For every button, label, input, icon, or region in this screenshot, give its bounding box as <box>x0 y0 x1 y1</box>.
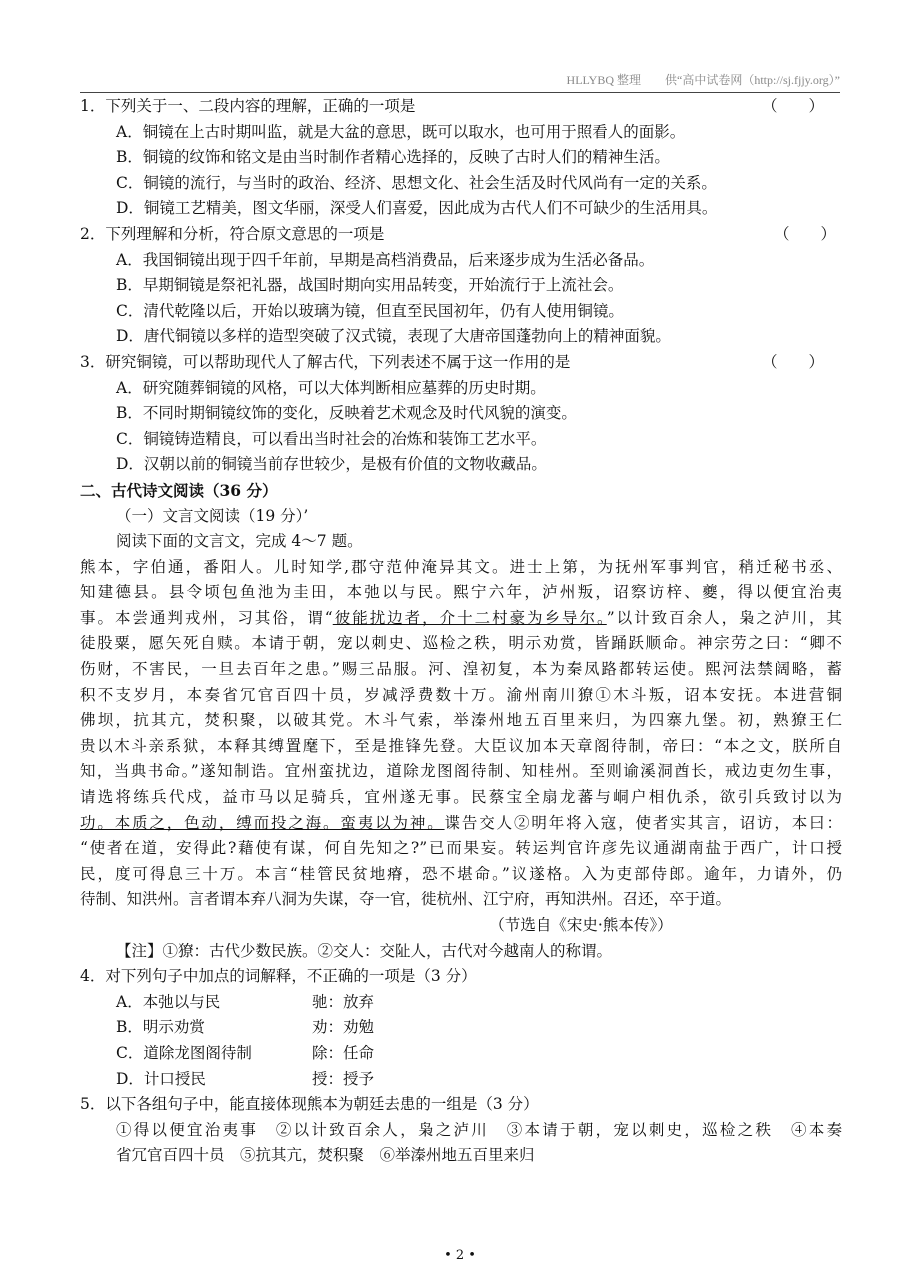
option-explanation: 除：任命 <box>312 1043 375 1062</box>
page-number: • 2 • <box>444 1248 476 1263</box>
underlined-sentence: 彼能扰边者，介十二村豪为乡导尔。 <box>332 608 607 627</box>
question-1-stem: 1．下列关于一、二段内容的理解，正确的一项是 <box>80 97 416 115</box>
q3-option-a: A．研究随葬铜镜的风格，可以大体判断相应墓葬的历史时期。 <box>116 378 546 397</box>
passage-line: 请选将练兵代戍，益市马以足骑兵，宜州遂无事。民蔡宝全扇龙蕃与峒户相仇杀，欲引兵致讨以为 <box>80 788 842 807</box>
q3-option-c: C．铜镜铸造精良，可以看出当时社会的冶炼和装饰工艺水平。 <box>116 429 547 448</box>
q4-option-a <box>80 990 842 1016</box>
q2-option-c: C．清代乾隆以后，开始以玻璃为镜，但直至民国初年，仍有人使用铜镜。 <box>116 301 624 320</box>
q1-option-c: C．铜镜的流行，与当时的政治、经济、思想文化、社会生活及时代风尚有一定的关系。 <box>116 173 717 192</box>
passage-line: 待制、知洪州。言者谓本弃八洞为失谋，夺一官，徙杭州、江宁府，再知洪州。召还，卒于道。 <box>80 890 732 909</box>
question-2 <box>80 222 842 248</box>
q3-option-d: D．汉朝以前的铜镜当前存世较少，是极有价值的文物收藏品。 <box>116 455 547 474</box>
q4-option-b <box>80 1015 842 1041</box>
option-sentence: A．本弛以与民 <box>116 992 221 1011</box>
q2-option-b: B．早期铜镜是祭祀礼器，战国时期向实用品转变，开始流行于上流社会。 <box>116 276 624 295</box>
answer-blank: （ ） <box>761 97 824 115</box>
section-title: 二、古代诗文阅读（36 分） <box>80 480 278 500</box>
answer-blank: （ ） <box>773 224 836 243</box>
passage-line: 知建德县。县令顷包鱼池为圭田，本弛以与民。熙宁六年，泸州叛，诏察访梓、夔，得以便宜治夷 <box>80 583 842 602</box>
q2-option-d: D．唐代铜镜以多样的造型突破了汉式镜，表现了大唐帝国蓬勃向上的精神面貌。 <box>116 327 671 346</box>
answer-blank: （ ） <box>761 352 824 371</box>
exam-content <box>80 94 842 1169</box>
passage-line: 知，当典书命。”遂知制诰。宜州蛮扰边，道除龙图阁待制、知桂州。至则谕溪洞酋长，戒边吏勿生事， <box>80 762 842 781</box>
question-2-stem: 2．下列理解和分析，符合原文意思的一项是 <box>80 224 385 243</box>
option-explanation: 劝：劝勉 <box>312 1018 375 1037</box>
passage-line: 徒股粟，愿矢死自赎。本请于朝，宠以刺史、巡检之秩，明示劝赏，皆踊跃顺命。神宗劳之曰：“卿不 <box>80 634 842 653</box>
passage-source: （节选自《宋史·熊本传》） <box>489 916 673 934</box>
passage-text: ”以计致百余人，枭之泸川，其 <box>606 608 842 627</box>
passage-line: 伤财，不害民，一旦去百年之患。”赐三品服。河、湟初复，本为秦凤路都转运使。熙河法禁阔略，蓄 <box>80 660 842 679</box>
passage-text: 谍告交人②明年将入寇，使者实其言，诏访，本曰： <box>444 813 842 832</box>
underlined-sentence: 功。本质之，色动，缚而投之海。蛮夷以为神。 <box>80 813 445 832</box>
passage-line: 积不支岁月，本奏省冗官百四十员，岁减浮费数十万。渝州南川獠①木斗叛，诏本安抚。本进营铜 <box>80 685 842 704</box>
passage-line: “使者在道，安得此?藉使有谋，何自先知之?”已而果妄。转运判官许彦先议通湖南盐于西广，计口授 <box>80 839 842 858</box>
question-1 <box>80 94 842 120</box>
option-explanation: 驰：放弃 <box>312 992 375 1011</box>
q5-choices-line: ①得以便宜治夷事 ②以计致百余人，枭之泸川 ③本请于朝，宠以刺史，巡检之秩 ④本奏 <box>116 1120 842 1139</box>
reading-instruction: 阅读下面的文言文，完成 4～7 题。 <box>116 532 363 551</box>
q5-choices-line: 省冗官百四十员 ⑤抗其亢，焚积聚 ⑥举溱州地五百里来归 <box>116 1146 535 1165</box>
question-5-stem: 5．以下各组句子中，能直接体现熊本为朝廷去患的一组是（3 分） <box>80 1095 539 1114</box>
page-header: HLLYBQ 整理 供“高中试卷网（http://sj.fjjy.org）” <box>80 70 840 93</box>
passage-line: 熊本，字伯通，番阳人。儿时知学,郡守范仲淹异其文。进士上第，为抚州军事判官，稍迁秘书丞、 <box>80 557 842 576</box>
passage-note: 【注】①獠：古代少数民族。②交人：交阯人，古代对今越南人的称谓。 <box>116 941 613 960</box>
passage-line: 佛坝，抗其亢，焚积聚，以破其党。木斗气索，举溱州地五百里来归，为四寨九堡。初，熟獠王仁 <box>80 711 842 730</box>
option-sentence: C．道除龙图阁待制 <box>116 1043 252 1062</box>
q1-option-b: B．铜镜的纹饰和铭文是由当时制作者精心选择的，反映了古时人们的精神生活。 <box>116 148 670 167</box>
question-3 <box>80 350 842 376</box>
option-sentence: B．明示劝赏 <box>116 1018 205 1037</box>
q2-option-a: A．我国铜镜出现于四千年前，早期是高档消费品，后来逐步成为生活必备品。 <box>116 250 655 269</box>
passage-line: 民，度可得息三十万。本言“桂管民贫地瘠，恐不堪命。”议遂格。入为吏部侍郎。逾年，力请外，仍 <box>80 864 842 883</box>
option-explanation: 授：授予 <box>312 1069 375 1088</box>
passage-line: 贵以木斗亲系狱，本释其缚置麾下，至是推锋先登。大臣议加本天章阁待制，帝曰：“本之文，朕所自 <box>80 736 842 755</box>
passage-line <box>80 811 842 837</box>
passage-line <box>80 606 842 632</box>
q4-option-c <box>80 1041 842 1067</box>
q3-option-b: B．不同时期铜镜纹饰的变化，反映着艺术观念及时代风貌的演变。 <box>116 404 577 423</box>
question-3-stem: 3．研究铜镜，可以帮助现代人了解古代，下列表述不属于这一作用的是 <box>80 352 571 371</box>
option-sentence: D．计口授民 <box>116 1069 206 1088</box>
passage-text: 事。本尝通判戎州，习其俗，谓“ <box>80 608 333 627</box>
question-4-stem: 4．对下列句子中加点的词解释，不正确的一项是（3 分） <box>80 967 477 986</box>
q4-option-d <box>80 1067 842 1093</box>
subsection-title: （一）文言文阅读（19 分）’ <box>116 506 309 525</box>
q1-option-a: A．铜镜在上古时期叫监，就是大盆的意思，既可以取水，也可用于照看人的面影。 <box>116 122 686 141</box>
q1-option-d: D．铜镜工艺精美，图文华丽，深受人们喜爱，因此成为古代人们不可缺少的生活用具。 <box>116 199 718 218</box>
